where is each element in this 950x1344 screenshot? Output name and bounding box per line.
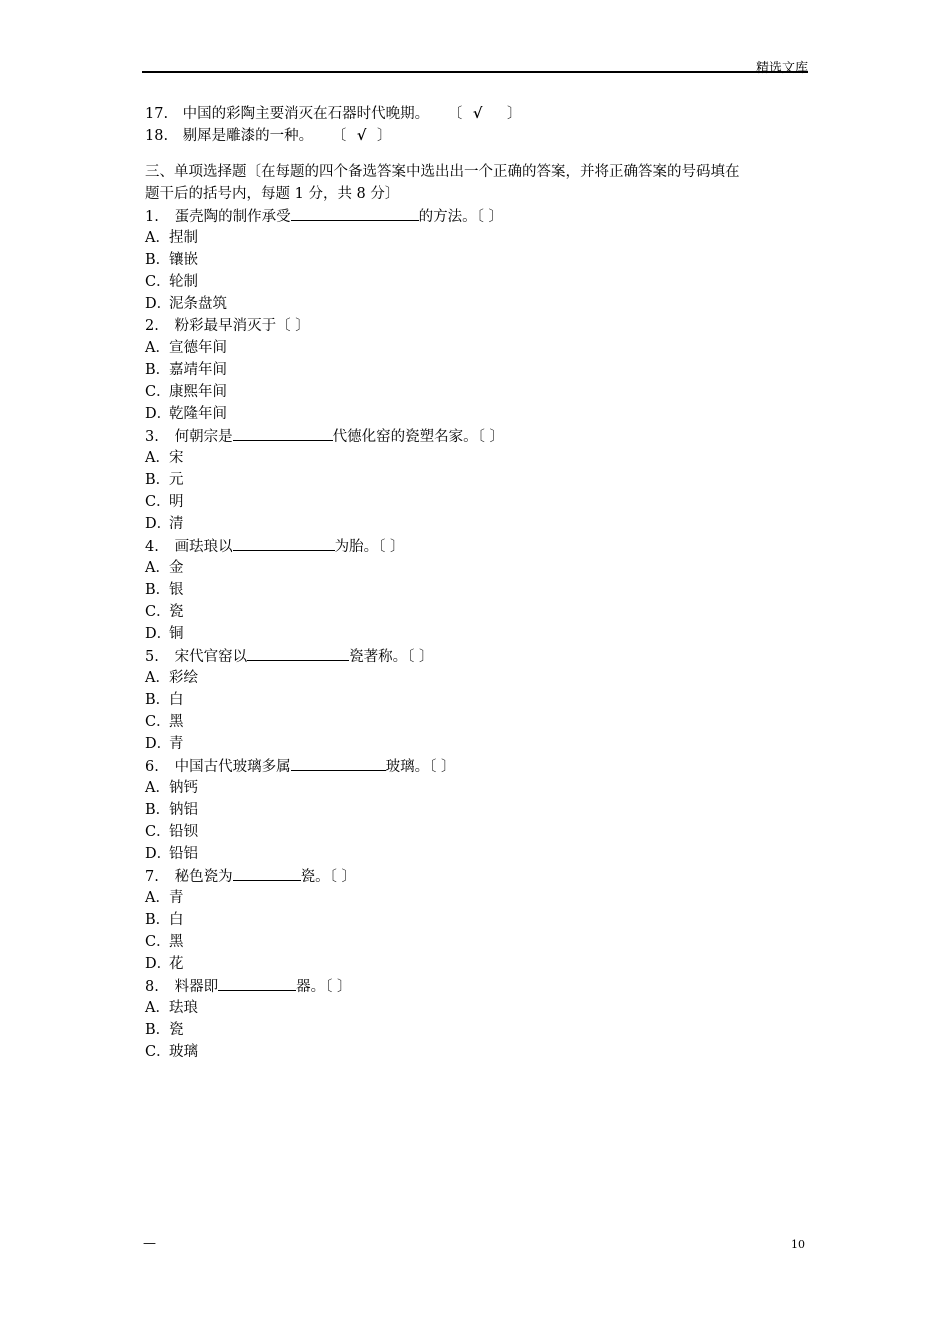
- question-pre: 中国古代玻璃多属: [174, 759, 291, 775]
- question-stem: [145, 315, 810, 337]
- open-bracket: 〔: [447, 106, 463, 122]
- option: [145, 249, 810, 271]
- option: [145, 1041, 810, 1063]
- answer-blank: [291, 755, 386, 771]
- question-number: 5.: [145, 649, 159, 665]
- option: [145, 777, 810, 799]
- option-text: 钠钙: [169, 780, 198, 796]
- answer-blank: [291, 205, 419, 221]
- option-letter: A．: [145, 780, 170, 796]
- answer-blank: [233, 535, 335, 551]
- close-bracket: 〕: [376, 128, 392, 144]
- option-text: 瓷: [169, 604, 184, 620]
- check-mark: √: [356, 127, 367, 144]
- question-post: 瓷著称。〔 〕: [349, 649, 434, 665]
- judgement-item: [145, 103, 810, 125]
- option-text: 宋: [169, 450, 184, 466]
- option-text: 明: [169, 494, 184, 510]
- question-number: 6.: [145, 759, 159, 775]
- option: [145, 447, 810, 469]
- option-letter: B．: [145, 472, 171, 488]
- section-heading-line2: 题干后的括号内，每题 1 分，共 8 分〕: [145, 186, 400, 202]
- option-text: 捏制: [169, 230, 198, 246]
- option: [145, 579, 810, 601]
- option-letter: C．: [145, 824, 171, 840]
- section-heading-line1: 三、单项选择题〔在每题的四个备选答案中选出出一个正确的答案，并将正确答案的号码填在: [145, 164, 740, 180]
- header-rule: [142, 71, 808, 73]
- option-letter: B．: [145, 252, 171, 268]
- item-number: 17.: [145, 106, 169, 122]
- option-text: 宣德年间: [169, 340, 227, 356]
- option-text: 彩绘: [169, 670, 198, 686]
- option: [145, 491, 810, 513]
- option-letter: D．: [145, 406, 172, 422]
- option: [145, 601, 810, 623]
- option-letter: B．: [145, 582, 171, 598]
- option-text: 白: [169, 692, 184, 708]
- option: [145, 821, 810, 843]
- option-letter: C．: [145, 714, 171, 730]
- option-letter: B．: [145, 362, 171, 378]
- answer-blank: [218, 975, 296, 991]
- question-number: 4.: [145, 539, 159, 555]
- option-letter: A．: [145, 230, 170, 246]
- option: [145, 667, 810, 689]
- question-number: 8.: [145, 979, 159, 995]
- option-letter: D．: [145, 516, 172, 532]
- option-text: 乾隆年间: [169, 406, 227, 422]
- footer-dash: —: [143, 1236, 156, 1251]
- option-text: 铅铝: [169, 846, 198, 862]
- open-bracket: 〔: [331, 128, 347, 144]
- item-text: 剔犀是雕漆的一种。: [182, 128, 314, 144]
- option: [145, 359, 810, 381]
- option-text: 黑: [169, 714, 184, 730]
- answer-blank: [247, 645, 349, 661]
- option-text: 玻璃: [169, 1044, 198, 1060]
- answer-blank: [233, 425, 333, 441]
- option: [145, 733, 810, 755]
- option-text: 珐琅: [169, 1000, 198, 1016]
- option-text: 铅钡: [169, 824, 198, 840]
- option-text: 清: [169, 516, 184, 532]
- question-pre: 粉彩最早消灭于〔 〕: [174, 318, 310, 334]
- question-stem: [145, 535, 810, 557]
- option: [145, 227, 810, 249]
- option-letter: C．: [145, 274, 171, 290]
- question-post: 器。〔 〕: [296, 979, 352, 995]
- judgement-item: [145, 125, 810, 147]
- question-stem: [145, 425, 810, 447]
- option-text: 元: [169, 472, 184, 488]
- option: [145, 381, 810, 403]
- option: [145, 1019, 810, 1041]
- close-bracket: 〕: [506, 106, 522, 122]
- option: [145, 843, 810, 865]
- option-text: 瓷: [169, 1022, 184, 1038]
- question-stem: [145, 645, 810, 667]
- option-text: 轮制: [169, 274, 198, 290]
- option-text: 铜: [169, 626, 184, 642]
- question-post: 玻璃。〔 〕: [385, 759, 456, 775]
- option-text: 银: [169, 582, 184, 598]
- question-pre: 宋代官窑以: [174, 649, 248, 665]
- option-letter: D．: [145, 956, 172, 972]
- question-pre: 料器即: [174, 979, 219, 995]
- option-letter: D．: [145, 626, 172, 642]
- option-letter: C．: [145, 384, 171, 400]
- option-text: 钠铝: [169, 802, 198, 818]
- option: [145, 293, 810, 315]
- question-post: 为胎。〔 〕: [334, 539, 405, 555]
- option: [145, 557, 810, 579]
- option-letter: C．: [145, 604, 171, 620]
- option-letter: A．: [145, 1000, 170, 1016]
- option: [145, 469, 810, 491]
- option-text: 镶嵌: [169, 252, 198, 268]
- option: [145, 799, 810, 821]
- option-text: 康熙年间: [169, 384, 227, 400]
- option-letter: D．: [145, 736, 172, 752]
- option: [145, 931, 810, 953]
- option: [145, 623, 810, 645]
- question-number: 7.: [145, 869, 159, 885]
- option-letter: B．: [145, 802, 171, 818]
- option-text: 金: [169, 560, 184, 576]
- answer-blank: [233, 865, 301, 881]
- question-number: 1.: [145, 209, 159, 225]
- option-letter: C．: [145, 934, 171, 950]
- header-title: 精选文库: [755, 61, 808, 76]
- question-stem: [145, 205, 810, 227]
- question-post: 瓷。〔 〕: [300, 869, 356, 885]
- option-letter: B．: [145, 1022, 171, 1038]
- option: [145, 271, 810, 293]
- option: [145, 711, 810, 733]
- option-text: 白: [169, 912, 184, 928]
- question-pre: 蛋壳陶的制作承受: [174, 209, 291, 225]
- option-letter: B．: [145, 692, 171, 708]
- option: [145, 403, 810, 425]
- question-stem: [145, 865, 810, 887]
- document-body: [145, 103, 810, 1063]
- option-letter: A．: [145, 890, 170, 906]
- option-letter: A．: [145, 340, 170, 356]
- option: [145, 887, 810, 909]
- option-text: 黑: [169, 934, 184, 950]
- option-letter: D．: [145, 846, 172, 862]
- option-letter: A．: [145, 450, 170, 466]
- option-text: 泥条盘筑: [169, 296, 227, 312]
- question-post: 的方法。〔 〕: [418, 209, 503, 225]
- option-letter: D．: [145, 296, 172, 312]
- option: [145, 689, 810, 711]
- option-letter: A．: [145, 670, 170, 686]
- option: [145, 953, 810, 975]
- question-stem: [145, 975, 810, 997]
- question-stem: [145, 755, 810, 777]
- question-number: 2.: [145, 318, 159, 334]
- option-text: 花: [169, 956, 184, 972]
- option-letter: B．: [145, 912, 171, 928]
- question-pre: 何朝宗是: [174, 429, 233, 445]
- item-text: 中国的彩陶主要消灭在石器时代晚期。: [182, 106, 430, 122]
- option: [145, 909, 810, 931]
- option-letter: A．: [145, 560, 170, 576]
- option: [145, 997, 810, 1019]
- option-text: 嘉靖年间: [169, 362, 227, 378]
- option: [145, 513, 810, 535]
- spacer: [145, 147, 810, 161]
- question-pre: 画珐琅以: [174, 539, 233, 555]
- question-post: 代德化窑的瓷塑名家。〔 〕: [332, 429, 504, 445]
- option-letter: C．: [145, 1044, 171, 1060]
- option-letter: C．: [145, 494, 171, 510]
- check-mark: √: [472, 105, 483, 122]
- item-number: 18.: [145, 128, 169, 144]
- page-number: 10: [791, 1238, 805, 1251]
- question-pre: 秘色瓷为: [174, 869, 233, 885]
- option-text: 青: [169, 890, 184, 906]
- option-text: 青: [169, 736, 184, 752]
- option: [145, 337, 810, 359]
- question-number: 3.: [145, 429, 159, 445]
